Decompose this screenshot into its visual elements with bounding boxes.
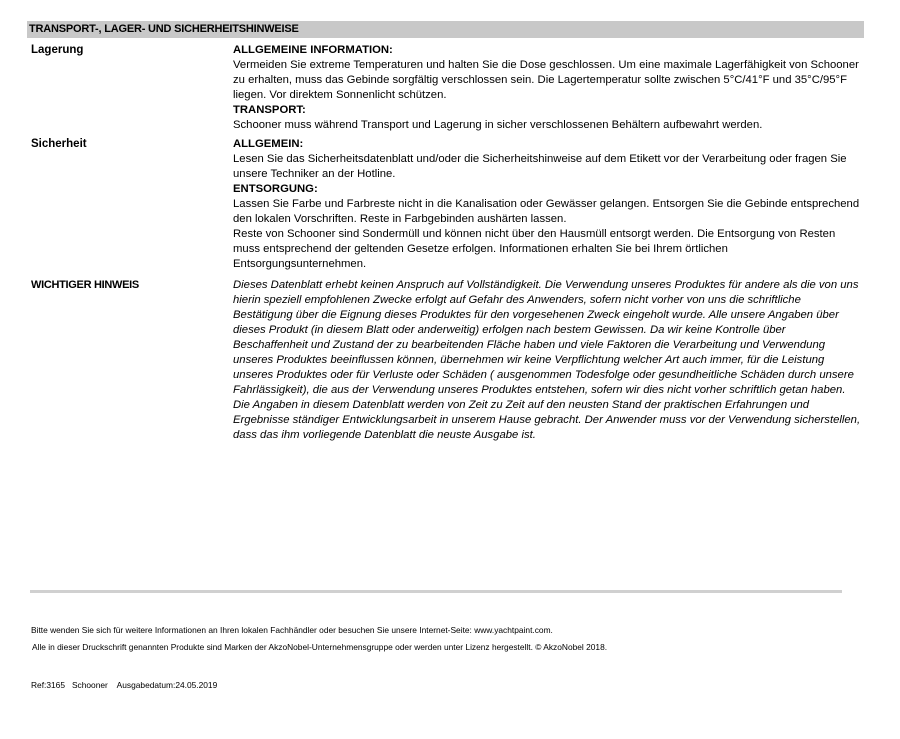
safety-disposal-text-1: Lassen Sie Farbe und Farbreste nicht in die Kanalisation oder Gewässer gelangen. Entsorgen Sie die Gebinde entsprechend den lokalen Vorschriften. Reste in Farbgebinden aushärten lassen.	[233, 198, 860, 225]
footer-contact: Bitte wenden Sie sich für weitere Informationen an Ihren lokalen Fachhändler oder besuchen Sie unsere Internet-Seite: www.yachtpaint.com.	[31, 625, 553, 635]
footer-trademark: Alle in dieser Druckschrift genannten Produkte sind Marken der AkzoNobel-Unternehmensgruppe oder werden unter Lizenz hergestellt. © AkzoNobel 2018.	[32, 642, 608, 652]
storage-label: Lagerung	[31, 44, 84, 56]
safety-content	[233, 137, 861, 272]
safety-disposal-heading: ENTSORGUNG:	[233, 183, 318, 195]
safety-label: Sicherheit	[31, 138, 87, 150]
section-header: TRANSPORT-, LAGER- UND SICHERHEITSHINWEISE	[27, 21, 864, 38]
storage-general-heading: ALLGEMEINE INFORMATION:	[233, 44, 393, 56]
storage-general-text: Vermeiden Sie extreme Temperaturen und halten Sie die Dose geschlossen. Um eine maximale Lagerfähigkeit von Schooner zu erhalten, muss das Gebinde sorgfältig verschlossen sein. Die Lagertemperatur sollte zwischen 5°C/41°F und 35°C/95°F liegen. Vor direktem Sonnenlicht schützen.	[233, 59, 859, 101]
safety-disposal-text-2: Reste von Schooner sind Sondermüll und können nicht über den Hausmüll entsorgt werden. Die Entsorgung von Resten muss entsprechend der geltenden Gesetze erfolgen. Informationen erhalten Sie bei Ihrem örtlichen Entsorgungsunternehmen.	[233, 228, 836, 270]
footer-divider	[30, 590, 842, 593]
storage-content	[233, 43, 861, 133]
storage-transport-text: Schooner muss während Transport und Lagerung in sicher verschlossenen Behältern aufbewahrt werden.	[233, 119, 763, 131]
footer-reference: Ref:3165 Schooner Ausgabedatum:24.05.2019	[31, 680, 218, 690]
safety-general-heading: ALLGEMEIN:	[233, 138, 304, 150]
notice-text: Dieses Datenblatt erhebt keinen Anspruch auf Vollständigkeit. Die Verwendung unseres Produktes für andere als die von uns hierin speziell empfohlenen Zwecke erfolgt auf Gefahr des Anwenders, sofern nicht vorher von uns die schriftliche Bestätigung über die Eignung dieses Produktes für den vorgesehenen Zweck eingeholt wurde. Alle unsere Angaben über dieses Produkt (in diesem Blatt oder anderweitig) erfolgen nach bestem Gewissen. Da wir keine Kontrolle über Beschaffenheit und Zustand der zu bearbeitenden Fläche haben und viele Faktoren die Verarbeitung und Verwendung unseres Produktes beeinflussen können, übernehmen wir keine Verpflichtung welcher Art auch immer, für die Leistung unseres Produktes oder für Verluste oder Schäden ( ausgenommen Todesfolge oder gesundheitliche Schäden durch unsere Fahrlässigkeit), die aus der Verwendung unseres Produktes entstehen, sofern wir dies nicht vorher schriftlich getan haben. Die Angaben in diesem Datenblatt werden von Zeit zu Zeit auf den neusten Stand der praktischen Erfahrungen und Ergebnisse ständiger Entwicklungsarbeit in unserem Hause gebracht. Der Anwender muss vor der Verwendung sicherstellen, dass das ihm vorliegende Datenblatt die neuste Ausgabe ist.	[233, 279, 861, 441]
notice-label: WICHTIGER HINWEIS	[31, 279, 139, 291]
storage-transport-heading: TRANSPORT:	[233, 104, 306, 116]
safety-general-text: Lesen Sie das Sicherheitsdatenblatt und/oder die Sicherheitshinweise auf dem Etikett vor der Verarbeitung oder fragen Sie unsere Techniker an der Hotline.	[233, 153, 847, 180]
